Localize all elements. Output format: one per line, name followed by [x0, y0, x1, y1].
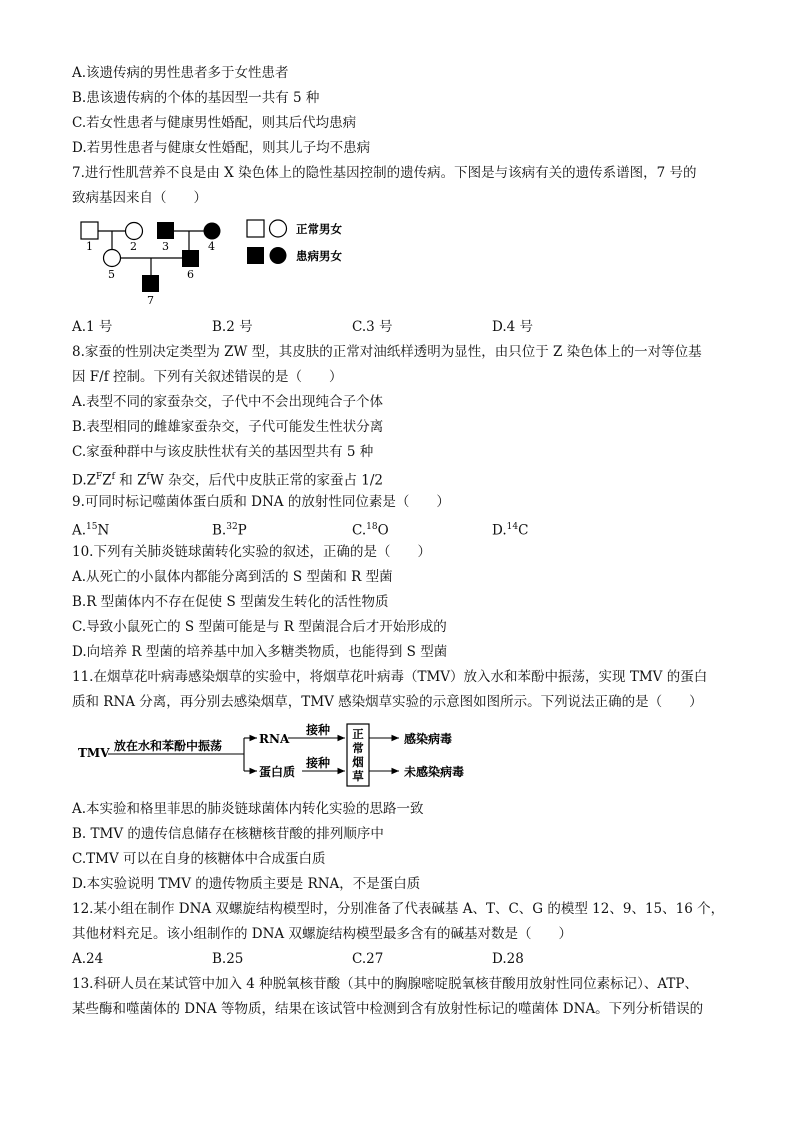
tobacco-box-char: 常 — [352, 741, 364, 755]
pedigree-label-2: 2 — [130, 240, 137, 253]
q9-option-mass-number: 15 — [86, 522, 98, 532]
q9-option-element: P — [237, 522, 247, 539]
q12-option-b: B.25 — [212, 951, 244, 967]
tmv-label: TMV — [78, 746, 110, 760]
q10-option-c: C.导致小鼠死亡的 S 型菌可能是与 R 型菌混合后才开始形成的 — [72, 619, 447, 635]
tobacco-box-char: 正 — [352, 727, 364, 741]
q9-stem: 9.可同时标记噬菌体蛋白质和 DNA 的放射性同位素是（ ） — [72, 494, 450, 510]
q11-stem-line2: 质和 RNA 分离，再分别去感染烟草，TMV 感染烟草实验的示意图如图所示。下列说法正确的是（ ） — [72, 694, 703, 710]
q7-option-b: B.2 号 — [212, 319, 253, 335]
q9-option-mass-number: 18 — [366, 522, 378, 532]
q10-option-d: D.向培养 R 型菌的培养基中加入多糖类物质，也能得到 S 型菌 — [72, 644, 448, 660]
legend-normal-label: 正常男女 — [296, 222, 342, 236]
q8-option-b: B.表型相同的雌雄家蚕杂交，子代可能发生性状分离 — [72, 419, 384, 435]
q9-option-mass-number: 14 — [506, 522, 519, 532]
q7-option-c: C.3 号 — [352, 319, 393, 335]
legend-affected-label: 患病男女 — [296, 249, 342, 263]
pedigree-individual-3 — [157, 222, 174, 239]
q7-stem-line1: 7.进行性肌营养不良是由 X 染色体上的隐性基因控制的遗传病。下图是与该病有关的遗传系谱图，7 号的 — [72, 165, 697, 181]
q9-option-prefix: B. — [212, 522, 227, 539]
q9-option-element: O — [377, 522, 389, 539]
legend-affected-female-symbol — [270, 247, 287, 264]
q9-option-b — [212, 518, 247, 540]
q12-stem-line2: 其他材料充足。该小组制作的 DNA 双螺旋结构模型最多含有的碱基对数是（ ） — [72, 926, 572, 942]
rna-label: RNA — [259, 732, 290, 746]
pedigree-individual-2 — [126, 223, 143, 240]
pedigree-diagram — [70, 212, 370, 312]
q8-stem-line1: 8.家蚕的性别决定类型为 ZW 型，其皮肤的正常对油纸样透明为显性，由只位于 Z 染色体上的一对等位基 — [72, 344, 702, 360]
q6-option-c: C.若女性患者与健康男性婚配，则其后代均患病 — [72, 115, 357, 131]
q12-option-a: A.24 — [72, 951, 104, 967]
q9-option-a — [72, 518, 109, 540]
inoculate-label-bottom: 接种 — [306, 756, 331, 770]
process-label: 放在水和苯酚中振荡 — [114, 739, 223, 753]
q7-option-a: A.1 号 — [72, 319, 113, 335]
pedigree-label-4: 4 — [208, 240, 215, 253]
q6-option-d: D.若男性患者与健康女性婚配，则其儿子均不患病 — [72, 140, 371, 156]
q9-option-d — [492, 518, 528, 540]
q11-option-b: B. TMV 的遗传信息储存在核糖核苷酸的排列顺序中 — [72, 826, 384, 842]
q8-option-d-part: 和 Z — [115, 472, 147, 489]
q8-option-d-sup: f — [111, 472, 115, 482]
q8-option-d-part: W 杂交，后代中皮肤正常的家蚕占 1/2 — [149, 472, 383, 489]
q13-stem-line2: 某些酶和噬菌体的 DNA 等物质，结果在该试管中检测到含有放射性标记的噬菌体 DNA。下列分析错误的 — [72, 1001, 704, 1017]
q8-option-d-sup: f — [146, 472, 150, 482]
pedigree-individual-5 — [104, 250, 121, 267]
q12-stem-line1: 12.某小组在制作 DNA 双螺旋结构模型时，分别准备了代表碱基 A、T、C、G 的模型 12、9、15、16 个， — [72, 901, 725, 917]
q11-option-d: D.本实验说明 TMV 的遗传物质主要是 RNA，不是蛋白质 — [72, 876, 421, 892]
q10-option-a: A.从死亡的小鼠体内都能分离到活的 S 型菌和 R 型菌 — [72, 569, 393, 585]
q12-option-c: C.27 — [352, 951, 384, 967]
q10-stem: 10.下列有关肺炎链球菌转化实验的叙述，正确的是（ ） — [72, 544, 431, 560]
q9-option-prefix: D. — [492, 522, 507, 539]
tmv-experiment-diagram — [74, 722, 494, 792]
q7-stem-line2: 致病基因来自（ ） — [72, 190, 207, 206]
q10-option-b: B.R 型菌体内不存在促使 S 型菌发生转化的活性物质 — [72, 594, 389, 610]
q11-option-a: A.本实验和格里菲思的肺炎链球菌体内转化实验的思路一致 — [72, 801, 424, 817]
q8-option-d-part: Z — [102, 472, 112, 489]
q13-stem-line1: 13.科研人员在某试管中加入 4 种脱氧核苷酸（其中的胸腺嘧啶脱氧核苷酸用放射性同位素标记）、ATP、 — [72, 976, 698, 992]
legend-normal-male-symbol — [247, 220, 264, 237]
q8-stem-line2: 因 F/f 控制。下列有关叙述错误的是（ ） — [72, 369, 343, 385]
q6-option-a: A.该遗传病的男性患者多于女性患者 — [72, 65, 289, 81]
tobacco-box-char: 烟 — [352, 755, 364, 769]
legend-affected-male-symbol — [247, 247, 264, 264]
q9-option-mass-number: 32 — [226, 522, 238, 532]
q11-stem-line1: 11.在烟草花叶病毒感染烟草的实验中，将烟草花叶病毒（TMV）放入水和苯酚中振荡，实现 TMV 的蛋白 — [72, 669, 708, 685]
q11-option-c: C.TMV 可以在自身的核糖体中合成蛋白质 — [72, 851, 326, 867]
q9-option-element: N — [97, 522, 110, 539]
q9-option-element: C — [518, 522, 529, 539]
pedigree-label-1: 1 — [86, 240, 93, 253]
inoculate-label-top: 接种 — [306, 723, 331, 737]
protein-label: 蛋白质 — [259, 765, 296, 779]
pedigree-individual-6 — [182, 250, 199, 267]
pedigree-label-7: 7 — [147, 294, 154, 307]
pedigree-individual-1 — [81, 222, 98, 239]
pedigree-individual-4 — [204, 223, 221, 240]
q9-option-prefix: A. — [72, 522, 87, 539]
q8-option-d-part: D.Z — [72, 472, 97, 489]
q9-option-c — [352, 518, 389, 540]
q8-option-d-sup: F — [96, 472, 103, 482]
q6-option-b: B.患该遗传病的个体的基因型一共有 5 种 — [72, 90, 320, 106]
result-not-infected: 未感染病毒 — [404, 765, 465, 779]
tobacco-box-char: 草 — [352, 769, 364, 783]
q8-option-c: C.家蚕种群中与该皮肤性状有关的基因型共有 5 种 — [72, 444, 374, 460]
pedigree-label-3: 3 — [162, 240, 169, 253]
q8-option-d — [72, 468, 383, 490]
pedigree-individual-7 — [142, 275, 159, 292]
q7-option-d: D.4 号 — [492, 319, 534, 335]
q9-option-prefix: C. — [352, 522, 367, 539]
q12-option-d: D.28 — [492, 951, 524, 967]
q8-option-a: A.表型不同的家蚕杂交，子代中不会出现纯合子个体 — [72, 394, 384, 410]
pedigree-label-6: 6 — [187, 268, 194, 281]
pedigree-label-5: 5 — [108, 268, 115, 281]
result-infected: 感染病毒 — [404, 732, 453, 746]
legend-normal-female-symbol — [270, 220, 287, 237]
